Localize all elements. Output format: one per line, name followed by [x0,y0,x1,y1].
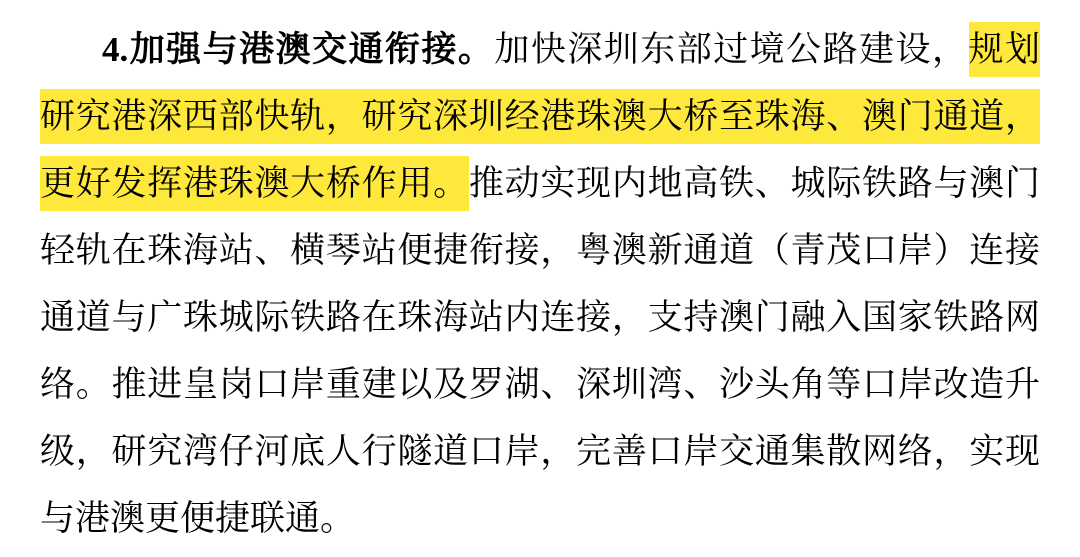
text-segment: 络。推进皇岗口岸重建以及罗湖、深圳湾、沙头角等口岸改造升 [40,365,1040,404]
text-segment: 推动实现内地高铁、城际铁路与澳门 [468,164,1040,203]
highlighted-text-segment: 更好发挥港珠澳大桥作用。 [40,156,469,211]
text-line [40,351,1040,418]
text-segment: 加快深圳东部过境公路建设， [494,30,969,69]
text-segment: 通道与广珠城际铁路在珠海站内连接，支持澳门融入国家铁路网 [40,298,1040,337]
text-line [40,217,1040,284]
text-line [40,83,1040,150]
bold-heading-segment: 4.加强与港澳交通衔接。 [102,30,495,69]
paragraph [40,16,1040,552]
text-line [40,150,1040,217]
text-segment: 轻轨在珠海站、横琴站便捷衔接，粤澳新通道（青茂口岸）连接 [40,231,1040,270]
highlighted-text-segment: 规划 [969,22,1040,77]
text-line [40,284,1040,351]
text-line [40,418,1040,485]
text-line [40,16,1040,83]
text-segment: 与港澳更便捷联通。 [40,499,356,538]
text-line [40,485,1040,552]
text-segment: 级，研究湾仔河底人行隧道口岸，完善口岸交通集散网络，实现 [40,432,1040,471]
highlighted-text-segment: 研究港深西部快轨，研究深圳经港珠澳大桥至珠海、澳门通道， [40,89,1040,144]
